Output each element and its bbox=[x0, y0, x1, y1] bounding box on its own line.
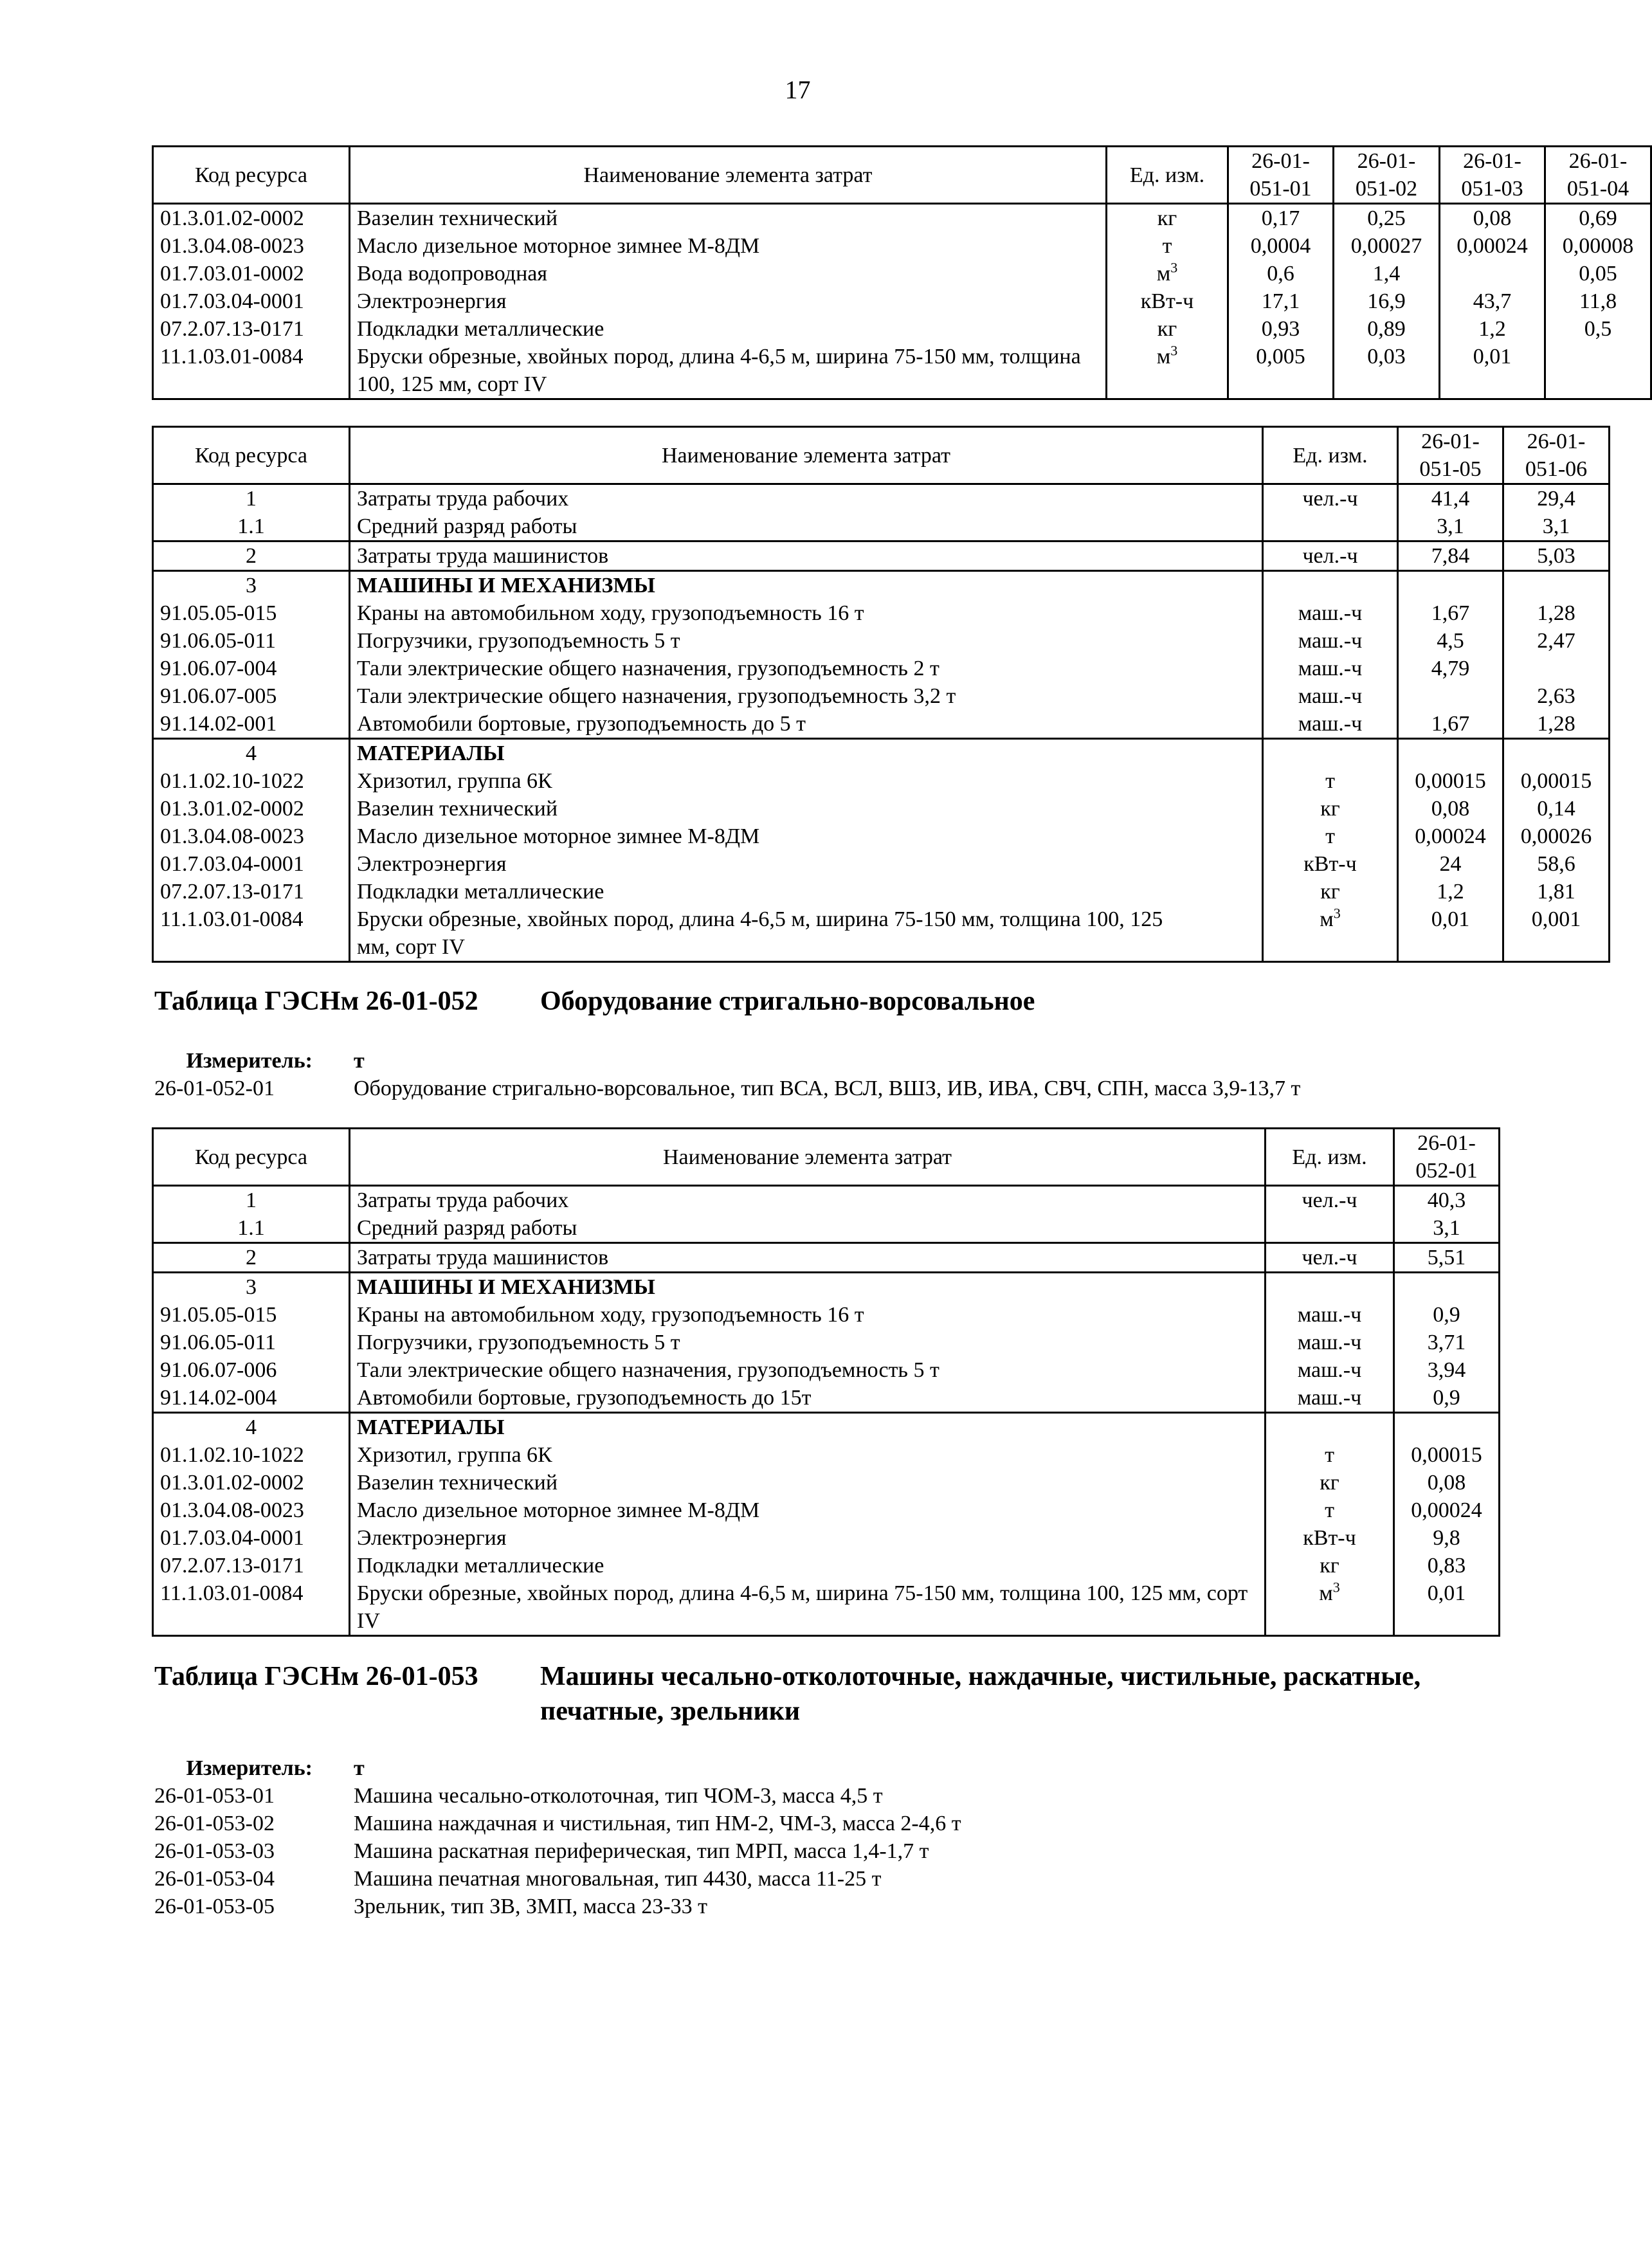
table-cell bbox=[1440, 260, 1545, 287]
table-row bbox=[153, 343, 1651, 399]
table-cell: 07.2.07.13-0171 bbox=[153, 315, 350, 343]
table-cell: маш.-ч bbox=[1263, 655, 1398, 682]
table-cell: 01.3.04.08-0023 bbox=[153, 1496, 350, 1524]
table-cell: 01.7.03.04-0001 bbox=[153, 850, 350, 878]
table-cell: кг bbox=[1107, 204, 1228, 233]
table-cell: 1,67 bbox=[1398, 599, 1503, 627]
header-col: 26-01-051-01 bbox=[1228, 147, 1334, 204]
table-cell bbox=[1266, 1214, 1394, 1243]
table-cell: 16,9 bbox=[1334, 287, 1440, 315]
table-row bbox=[153, 287, 1651, 315]
table-cell: 1.1 bbox=[153, 1214, 350, 1243]
resource-table-051-05-06 bbox=[152, 426, 1610, 963]
table-cell: 11.1.03.01-0084 bbox=[153, 1579, 350, 1636]
header-col: 26-01-051-05 bbox=[1398, 427, 1503, 484]
table-cell: Бруски обрезные, хвойных пород, длина 4-6,5 м, ширина 75-150 мм, толщина 100, 125 мм, сорт IV bbox=[350, 343, 1107, 399]
table-row bbox=[153, 204, 1651, 233]
header-name: Наименование элемента затрат bbox=[350, 147, 1107, 204]
list-item: 26-01-053-03 Машина раскатная периферическая, тип МРП, масса 1,4-1,7 т bbox=[154, 1839, 929, 1863]
table-cell: кг bbox=[1266, 1469, 1394, 1496]
table-cell: 0,00008 bbox=[1545, 232, 1651, 260]
table-body bbox=[153, 484, 1610, 571]
table-cell: 01.7.03.04-0001 bbox=[153, 1524, 350, 1552]
table-cell: 0,00015 bbox=[1398, 767, 1503, 795]
meter-block-053 bbox=[154, 1754, 1505, 1920]
table-cell: 40,3 bbox=[1394, 1186, 1500, 1215]
table-cell: 11,8 bbox=[1545, 287, 1651, 315]
table-cell: 0,01 bbox=[1398, 905, 1503, 962]
table-cell: 1 bbox=[153, 484, 350, 513]
table-cell: 01.3.04.08-0023 bbox=[153, 232, 350, 260]
table-heading-053 bbox=[154, 1659, 1428, 1729]
table-cell: 1.1 bbox=[153, 513, 350, 541]
unit-m3: $м^3$ bbox=[1107, 260, 1228, 287]
table-cell: 0,00026 bbox=[1503, 823, 1610, 850]
table-cell bbox=[1503, 655, 1610, 682]
table-cell: 0,69 bbox=[1545, 204, 1651, 233]
table-cell: 0,00015 bbox=[1394, 1441, 1500, 1469]
table-cell: 0,08 bbox=[1440, 204, 1545, 233]
table-cell: маш.-ч bbox=[1263, 682, 1398, 710]
table-cell: 1,67 bbox=[1398, 710, 1503, 739]
table-row bbox=[153, 260, 1651, 287]
table-cell: маш.-ч bbox=[1266, 1301, 1394, 1329]
table-cell: Хризотил, группа 6К bbox=[350, 1441, 1266, 1469]
header-name: Наименование элемента затрат bbox=[350, 1129, 1266, 1186]
table-cell: 2,47 bbox=[1503, 627, 1610, 655]
table-cell: Бруски обрезные, хвойных пород, длина 4-6,5 м, ширина 75-150 мм, толщина 100, 125 мм, сорт IV bbox=[350, 1579, 1266, 1636]
table-cell: 2 bbox=[153, 1243, 350, 1273]
table-cell: 91.06.05-011 bbox=[153, 627, 350, 655]
table-cell: 2,63 bbox=[1503, 682, 1610, 710]
table-cell: 0,25 bbox=[1334, 204, 1440, 233]
page-number: 17 bbox=[785, 75, 811, 104]
table-row bbox=[153, 1243, 1500, 1273]
table-cell: 2 bbox=[153, 541, 350, 571]
table-cell: т bbox=[1266, 1441, 1394, 1469]
meter-block-052 bbox=[154, 1047, 1505, 1102]
header-unit: Ед. изм. bbox=[1266, 1129, 1394, 1186]
table-cell: 91.05.05-015 bbox=[153, 599, 350, 627]
table-cell: МАТЕРИАЛЫ bbox=[350, 739, 1263, 768]
table-cell: Вазелин технический bbox=[350, 795, 1263, 823]
table-cell: 11.1.03.01-0084 bbox=[153, 905, 350, 962]
table-row bbox=[153, 1524, 1500, 1552]
table-cell: 01.3.01.02-0002 bbox=[153, 1469, 350, 1496]
table-cell: 1,4 bbox=[1334, 260, 1440, 287]
table-row bbox=[153, 1356, 1500, 1384]
section-row bbox=[153, 739, 1610, 768]
table-body bbox=[153, 1413, 1500, 1636]
table-body bbox=[153, 739, 1610, 962]
table-row bbox=[153, 1384, 1500, 1413]
table-cell: 07.2.07.13-0171 bbox=[153, 878, 350, 905]
table-cell: Хризотил, группа 6К bbox=[350, 767, 1263, 795]
table-cell: 0,6 bbox=[1228, 260, 1334, 287]
table-body bbox=[153, 1186, 1500, 1273]
table-row bbox=[153, 627, 1610, 655]
table-body bbox=[153, 571, 1610, 739]
table-cell: 43,7 bbox=[1440, 287, 1545, 315]
unit-m3: $м^3$ bbox=[1107, 343, 1228, 399]
table-cell: 3,1 bbox=[1394, 1214, 1500, 1243]
table-cell: 0,05 bbox=[1545, 260, 1651, 287]
table-cell: 01.1.02.10-1022 bbox=[153, 1441, 350, 1469]
table-cell: 1 bbox=[153, 1186, 350, 1215]
table-cell: кВт-ч bbox=[1266, 1524, 1394, 1552]
table-cell: 1,2 bbox=[1398, 878, 1503, 905]
table-cell: 1,28 bbox=[1503, 599, 1610, 627]
table-cell bbox=[1394, 1273, 1500, 1302]
table-row bbox=[153, 1441, 1500, 1469]
table-cell bbox=[1263, 513, 1398, 541]
table-cell: Вазелин технический bbox=[350, 1469, 1266, 1496]
list-item: 26-01-053-04 Машина печатная многовальная, тип 4430, масса 11-25 т bbox=[154, 1867, 882, 1891]
table-cell: 0,93 bbox=[1228, 315, 1334, 343]
table-cell: 0,00024 bbox=[1394, 1496, 1500, 1524]
table-cell: Масло дизельное моторное зимнее М-8ДМ bbox=[350, 1496, 1266, 1524]
table-cell: кВт-ч bbox=[1263, 850, 1398, 878]
table-row bbox=[153, 850, 1610, 878]
table-cell: 91.06.05-011 bbox=[153, 1329, 350, 1356]
table-cell: МАШИНЫ И МЕХАНИЗМЫ bbox=[350, 571, 1263, 600]
table-row bbox=[153, 878, 1610, 905]
table-row bbox=[153, 484, 1610, 513]
table-cell: маш.-ч bbox=[1266, 1356, 1394, 1384]
header-col: 26-01-051-04 bbox=[1545, 147, 1651, 204]
table-cell: Погрузчики, грузоподъемность 5 т bbox=[350, 1329, 1266, 1356]
header-col: 26-01-051-02 bbox=[1334, 147, 1440, 204]
table-cell: кг bbox=[1266, 1552, 1394, 1579]
table-cell: 0,9 bbox=[1394, 1301, 1500, 1329]
table-row bbox=[153, 1469, 1500, 1496]
table-cell: Краны на автомобильном ходу, грузоподъемность 16 т bbox=[350, 1301, 1266, 1329]
resource-table-051-01-04 bbox=[152, 145, 1652, 400]
table-cell: Масло дизельное моторное зимнее М-8ДМ bbox=[350, 232, 1107, 260]
table-cell: 1,28 bbox=[1503, 710, 1610, 739]
table-cell: 01.1.02.10-1022 bbox=[153, 767, 350, 795]
table-row bbox=[153, 823, 1610, 850]
table-cell bbox=[1266, 1413, 1394, 1442]
table-cell: 29,4 bbox=[1503, 484, 1610, 513]
resource-table-052-01 bbox=[152, 1127, 1500, 1637]
header-col: 26-01-051-06 bbox=[1503, 427, 1610, 484]
table-row bbox=[153, 1214, 1500, 1243]
table-label: Таблица ГЭСНм 26-01-052 bbox=[154, 987, 478, 1016]
table-body bbox=[153, 1273, 1500, 1413]
table-row bbox=[153, 599, 1610, 627]
table-cell: 91.05.05-015 bbox=[153, 1301, 350, 1329]
table-cell: 01.3.04.08-0023 bbox=[153, 823, 350, 850]
table-cell: Бруски обрезные, хвойных пород, длина 4-6,5 м, ширина 75-150 мм, толщина 100, 125 мм, сорт IV bbox=[350, 905, 1263, 962]
table-cell: 0,0004 bbox=[1228, 232, 1334, 260]
table-cell: Средний разряд работы bbox=[350, 1214, 1266, 1243]
table-cell: 07.2.07.13-0171 bbox=[153, 1552, 350, 1579]
table-cell: 0,00015 bbox=[1503, 767, 1610, 795]
table-cell: 7,84 bbox=[1398, 541, 1503, 571]
table-cell: 0,005 bbox=[1228, 343, 1334, 399]
table-cell: маш.-ч bbox=[1266, 1329, 1394, 1356]
table-cell: 41,4 bbox=[1398, 484, 1503, 513]
table-cell: кВт-ч bbox=[1107, 287, 1228, 315]
table-cell bbox=[1503, 739, 1610, 768]
table-cell bbox=[1263, 739, 1398, 768]
table-cell: маш.-ч bbox=[1266, 1384, 1394, 1413]
table-cell: Вода водопроводная bbox=[350, 260, 1107, 287]
table-cell bbox=[1398, 571, 1503, 600]
table-cell: 01.7.03.01-0002 bbox=[153, 260, 350, 287]
table-cell: 0,00027 bbox=[1334, 232, 1440, 260]
table-cell: 3,94 bbox=[1394, 1356, 1500, 1384]
table-cell: т bbox=[1263, 823, 1398, 850]
header-unit: Ед. изм. bbox=[1263, 427, 1398, 484]
table-heading-052 bbox=[154, 984, 1440, 1019]
unit-m3: $м^3$ bbox=[1266, 1579, 1394, 1636]
table-cell: кг bbox=[1263, 795, 1398, 823]
table-cell bbox=[1398, 739, 1503, 768]
table-cell: 17,1 bbox=[1228, 287, 1334, 315]
table-cell bbox=[1503, 571, 1610, 600]
table-cell: Краны на автомобильном ходу, грузоподъемность 16 т bbox=[350, 599, 1263, 627]
table-cell: Тали электрические общего назначения, грузоподъемность 3,2 т bbox=[350, 682, 1263, 710]
table-title: Оборудование стригально-ворсовальное bbox=[540, 987, 1035, 1016]
meter-label: Измеритель: bbox=[186, 1756, 313, 1780]
table-row bbox=[153, 767, 1610, 795]
table-cell: Вазелин технический bbox=[350, 204, 1107, 233]
table-cell: 01.3.01.02-0002 bbox=[153, 795, 350, 823]
table-row bbox=[153, 655, 1610, 682]
table-cell: кг bbox=[1107, 315, 1228, 343]
table-label: Таблица ГЭСНм 26-01-053 bbox=[154, 1662, 478, 1691]
table-row bbox=[153, 1552, 1500, 1579]
table-cell: 1,81 bbox=[1503, 878, 1610, 905]
section-row bbox=[153, 1273, 1500, 1302]
table-cell: Подкладки металлические bbox=[350, 1552, 1266, 1579]
table-cell: 91.06.07-004 bbox=[153, 655, 350, 682]
table-cell: 0,08 bbox=[1394, 1469, 1500, 1496]
table-cell: 0,01 bbox=[1394, 1579, 1500, 1636]
list-item: 26-01-053-02 Машина наждачная и чистильная, тип НМ-2, ЧМ-3, масса 2-4,6 т bbox=[154, 1812, 961, 1835]
table-title: Машины чесально-отколоточные, наждачные, чистильные, раскатные, печатные, зрельники bbox=[540, 1662, 1421, 1726]
table-cell: 5,51 bbox=[1394, 1243, 1500, 1273]
table-cell: чел.-ч bbox=[1263, 541, 1398, 571]
table-cell: 9,8 bbox=[1394, 1524, 1500, 1552]
table-cell: 11.1.03.01-0084 bbox=[153, 343, 350, 399]
table-row bbox=[153, 232, 1651, 260]
table-cell: 91.14.02-001 bbox=[153, 710, 350, 739]
table-cell: МАШИНЫ И МЕХАНИЗМЫ bbox=[350, 1273, 1266, 1302]
table-cell: маш.-ч bbox=[1263, 599, 1398, 627]
table-cell: 91.06.07-006 bbox=[153, 1356, 350, 1384]
table-row bbox=[153, 315, 1651, 343]
table-cell: Тали электрические общего назначения, грузоподъемность 2 т bbox=[350, 655, 1263, 682]
table-cell: Тали электрические общего назначения, грузоподъемность 5 т bbox=[350, 1356, 1266, 1384]
table-cell: Подкладки металлические bbox=[350, 315, 1107, 343]
table-cell: Электроэнергия bbox=[350, 1524, 1266, 1552]
table-row bbox=[153, 1579, 1500, 1636]
table-cell: 91.14.02-004 bbox=[153, 1384, 350, 1413]
table-cell: чел.-ч bbox=[1266, 1186, 1394, 1215]
table-row bbox=[153, 905, 1610, 962]
list-item: 26-01-052-01 Оборудование стригально-ворсовальное, тип ВСА, ВСЛ, ВШЗ, ИВ, ИВА, СВЧ, СПН, масса 3,9-13,7 т bbox=[154, 1077, 1301, 1100]
table-cell: Автомобили бортовые, грузоподъемность до 15т bbox=[350, 1384, 1266, 1413]
table-cell: Электроэнергия bbox=[350, 287, 1107, 315]
table-row bbox=[153, 1301, 1500, 1329]
table-cell: 0,89 bbox=[1334, 315, 1440, 343]
table-cell: Затраты труда машинистов bbox=[350, 541, 1263, 571]
table-cell: 0,00024 bbox=[1440, 232, 1545, 260]
table-cell: 1,2 bbox=[1440, 315, 1545, 343]
table-cell bbox=[1398, 682, 1503, 710]
table-cell: Средний разряд работы bbox=[350, 513, 1263, 541]
table-cell: 24 bbox=[1398, 850, 1503, 878]
header-unit: Ед. изм. bbox=[1107, 147, 1228, 204]
table-cell: Масло дизельное моторное зимнее М-8ДМ bbox=[350, 823, 1263, 850]
table-cell: 01.7.03.04-0001 bbox=[153, 287, 350, 315]
table-cell: Электроэнергия bbox=[350, 850, 1263, 878]
table-row bbox=[153, 541, 1610, 571]
header-code: Код ресурса bbox=[153, 1129, 350, 1186]
table-cell: Затраты труда машинистов bbox=[350, 1243, 1266, 1273]
table-cell: 5,03 bbox=[1503, 541, 1610, 571]
table-row bbox=[153, 513, 1610, 541]
table-row bbox=[153, 682, 1610, 710]
table-cell: 3 bbox=[153, 1273, 350, 1302]
table-body bbox=[153, 204, 1651, 399]
table-cell: Автомобили бортовые, грузоподъемность до 5 т bbox=[350, 710, 1263, 739]
table-cell: 4,79 bbox=[1398, 655, 1503, 682]
table-cell: 0,14 bbox=[1503, 795, 1610, 823]
table-cell bbox=[1394, 1413, 1500, 1442]
table-cell: т bbox=[1266, 1496, 1394, 1524]
table-cell: 3 bbox=[153, 571, 350, 600]
table-cell: МАТЕРИАЛЫ bbox=[350, 1413, 1266, 1442]
section-row bbox=[153, 1413, 1500, 1442]
table-cell: т bbox=[1107, 232, 1228, 260]
table-row bbox=[153, 1186, 1500, 1215]
table-cell: маш.-ч bbox=[1263, 627, 1398, 655]
table-cell: 0,83 bbox=[1394, 1552, 1500, 1579]
header-code: Код ресурса bbox=[153, 147, 350, 204]
header-col: 26-01-051-03 bbox=[1440, 147, 1545, 204]
table-cell: 01.3.01.02-0002 bbox=[153, 204, 350, 233]
table-cell: 3,1 bbox=[1503, 513, 1610, 541]
list-item: 26-01-053-01 Машина чесально-отколоточная, тип ЧОМ-3, масса 4,5 т bbox=[154, 1784, 883, 1808]
meter-label: Измеритель: bbox=[186, 1049, 313, 1073]
table-row bbox=[153, 1496, 1500, 1524]
table-cell: 4 bbox=[153, 1413, 350, 1442]
table-cell: 0,03 bbox=[1334, 343, 1440, 399]
header-name: Наименование элемента затрат bbox=[350, 427, 1263, 484]
meter-unit: т bbox=[354, 1049, 365, 1073]
table-cell: 0,17 bbox=[1228, 204, 1334, 233]
list-item: 26-01-053-05 Зрельник, тип ЗВ, ЗМП, масса 23-33 т bbox=[154, 1895, 708, 1918]
table-row bbox=[153, 710, 1610, 739]
header-col: 26-01-052-01 bbox=[1394, 1129, 1500, 1186]
table-cell: т bbox=[1263, 767, 1398, 795]
table-cell: 4 bbox=[153, 739, 350, 768]
table-cell bbox=[1545, 343, 1651, 399]
table-cell: 4,5 bbox=[1398, 627, 1503, 655]
table-cell: 3,1 bbox=[1398, 513, 1503, 541]
table-row bbox=[153, 795, 1610, 823]
unit-m3: $м^3$ bbox=[1263, 905, 1398, 962]
header-code: Код ресурса bbox=[153, 427, 350, 484]
table-cell: Затраты труда рабочих bbox=[350, 1186, 1266, 1215]
table-cell: Подкладки металлические bbox=[350, 878, 1263, 905]
table-cell: Погрузчики, грузоподъемность 5 т bbox=[350, 627, 1263, 655]
meter-unit: т bbox=[354, 1756, 365, 1780]
table-cell: 91.06.07-005 bbox=[153, 682, 350, 710]
table-cell: 0,00024 bbox=[1398, 823, 1503, 850]
section-row bbox=[153, 571, 1610, 600]
table-cell: кг bbox=[1263, 878, 1398, 905]
table-cell: чел.-ч bbox=[1266, 1243, 1394, 1273]
table-cell: 0,5 bbox=[1545, 315, 1651, 343]
table-cell: 0,001 bbox=[1503, 905, 1610, 962]
table-cell: Затраты труда рабочих bbox=[350, 484, 1263, 513]
table-cell bbox=[1266, 1273, 1394, 1302]
table-cell: 0,01 bbox=[1440, 343, 1545, 399]
table-cell: 0,08 bbox=[1398, 795, 1503, 823]
table-cell: маш.-ч bbox=[1263, 710, 1398, 739]
table-cell: 58,6 bbox=[1503, 850, 1610, 878]
table-cell: чел.-ч bbox=[1263, 484, 1398, 513]
table-cell: 3,71 bbox=[1394, 1329, 1500, 1356]
table-cell bbox=[1263, 571, 1398, 600]
table-cell: 0,9 bbox=[1394, 1384, 1500, 1413]
table-row bbox=[153, 1329, 1500, 1356]
